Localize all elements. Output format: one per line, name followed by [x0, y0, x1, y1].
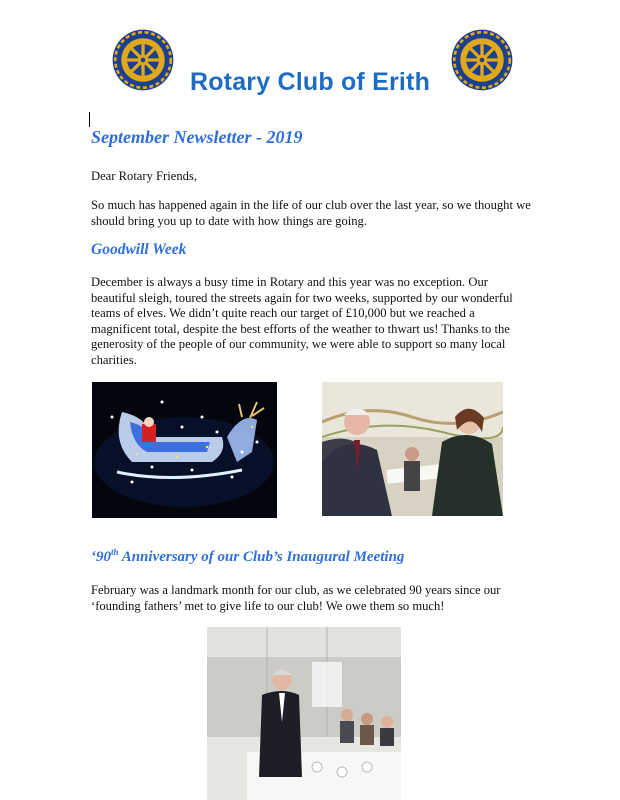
greeting: Dear Rotary Friends, — [91, 169, 197, 183]
goodwill-paragraph: December is always a busy time in Rotary and this year was no exception. Our beautiful sleigh, toured the streets again for two weeks, supported by our wonderful teams of elves. We didn’t quite reach our target of £10,000 but we reached a magnificent total, despite the best efforts of the weather to thwart us! Thanks to the generosity of the people of our community, we were able to support so many local charities. — [91, 275, 513, 367]
anniversary-meeting-photo — [207, 627, 401, 800]
cheque-presentation-photo — [322, 382, 503, 516]
text-cursor — [89, 112, 90, 127]
anniversary-paragraph: February was a landmark month for our club, as we celebrated 90 years since our ‘founding fathers’ met to give life to our club! We owe them so much! — [91, 583, 501, 613]
intro-paragraph: So much has happened again in the life of our club over the last year, so we thought we should bring you up to date with how things are going. — [91, 198, 531, 228]
sleigh-photo — [92, 382, 277, 518]
newsletter-title: September Newsletter - 2019 — [91, 127, 303, 147]
anniversary-heading: ‘90th Anniversary of our Club’s Inaugural Meeting — [91, 547, 405, 565]
goodwill-heading: Goodwill Week — [91, 241, 187, 258]
club-title: Rotary Club of Erith — [189, 68, 431, 96]
